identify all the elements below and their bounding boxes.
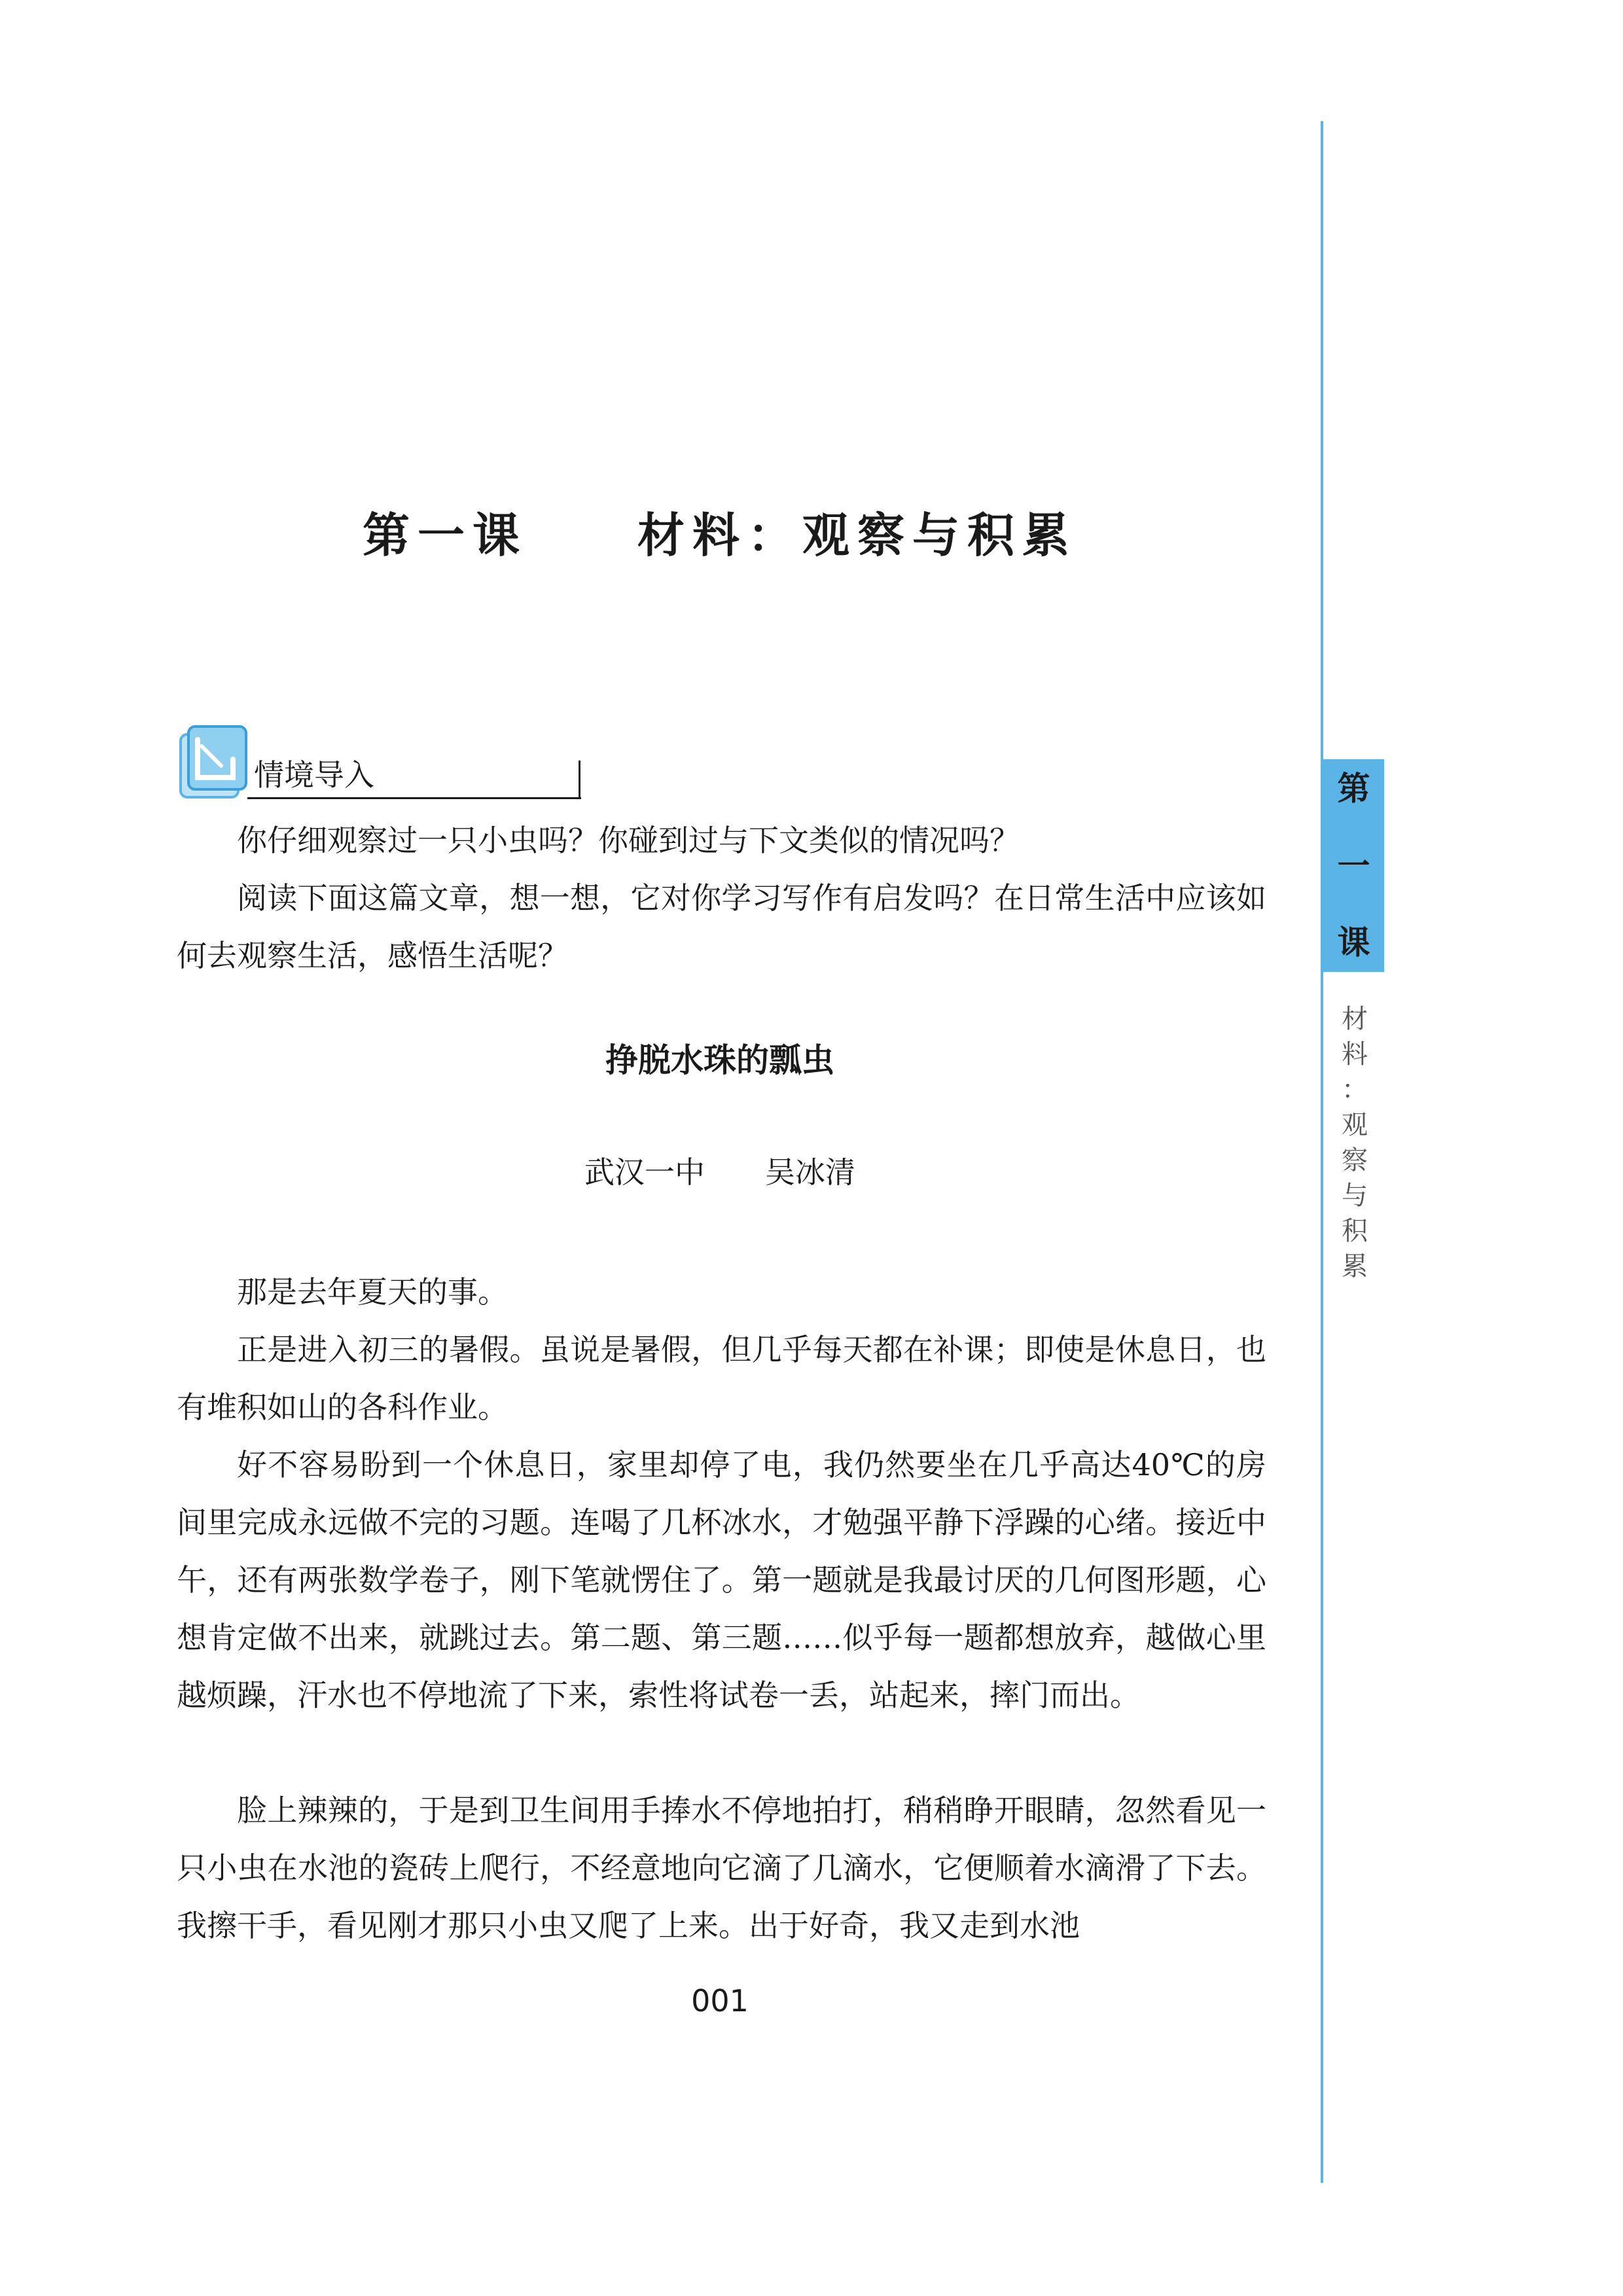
side-tab-char: 课 [1337,923,1370,961]
side-subtitle-char: 料 [1342,1039,1368,1069]
article-author: 武汉一中 吴冰清 [584,1155,855,1190]
section-underline [247,797,581,799]
article-paragraph: 好不容易盼到一个休息日，家里却停了电，我仍然要坐在几乎高达40℃的房间里完成永远做不完的习题。连喝了几杯冰水，才勉强平静下浮躁的心绪。接近中午，还有两张数学卷子，刚下笔就愣住了。第一题就是我最讨厌的几何图形题，心想肯定做不出来，就跳过去。第二题、第三题……似乎每一题都想放弃，越做心里越烦躁，汗水也不停地流了下来，索性将试卷一丢，站起来，摔门而出。 [177,1447,1266,1713]
intro-paragraph: 阅读下面这篇文章，想一想，它对你学习写作有启发吗？在日常生活中应该如何去观察生活，感悟生活呢？ [177,880,1266,973]
side-subtitle-char: 材 [1342,1004,1368,1034]
article-paragraph: 正是进入初三的暑假。虽说是暑假，但几乎每天都在补课；即使是休息日，也有堆积如山的各科作业。 [177,1332,1266,1425]
side-subtitle-char: ： [1342,1075,1368,1105]
side-subtitle-char: 积 [1342,1216,1368,1246]
side-tab-char: 一 [1337,846,1370,885]
article-title: 挣脱水珠的瓢虫 [605,1041,834,1079]
section-underline-tick [579,761,580,798]
side-tab-char: 第 [1337,769,1370,808]
section-label: 情境导入 [254,757,374,793]
intro-paragraph: 你仔细观察过一只小虫吗？你碰到过与下文类似的情况吗？ [237,823,1020,858]
side-subtitle-char: 察 [1342,1145,1368,1175]
article-paragraph: 那是去年夏天的事。 [237,1274,508,1310]
article-paragraph: 脸上辣辣的，于是到卫生间用手捧水不停地拍打，稍稍睁开眼睛，忽然看见一只小虫在水池的瓷砖上爬行，不经意地向它滴了几滴水，它便顺着水滴滑了下去。我擦干手，看见刚才那只小虫又爬了上来。出于好奇，我又走到水池 [177,1793,1266,1943]
side-subtitle-char: 累 [1342,1251,1368,1282]
side-lesson-tab [1323,759,1384,972]
book-icon [175,720,254,812]
side-subtitle-char: 与 [1342,1181,1368,1211]
page-number: 001 [691,1983,749,2018]
side-subtitle-char: 观 [1342,1110,1368,1140]
section-header [175,720,411,812]
lesson-title: 第一课 材料：观察与积累 [362,507,1077,563]
